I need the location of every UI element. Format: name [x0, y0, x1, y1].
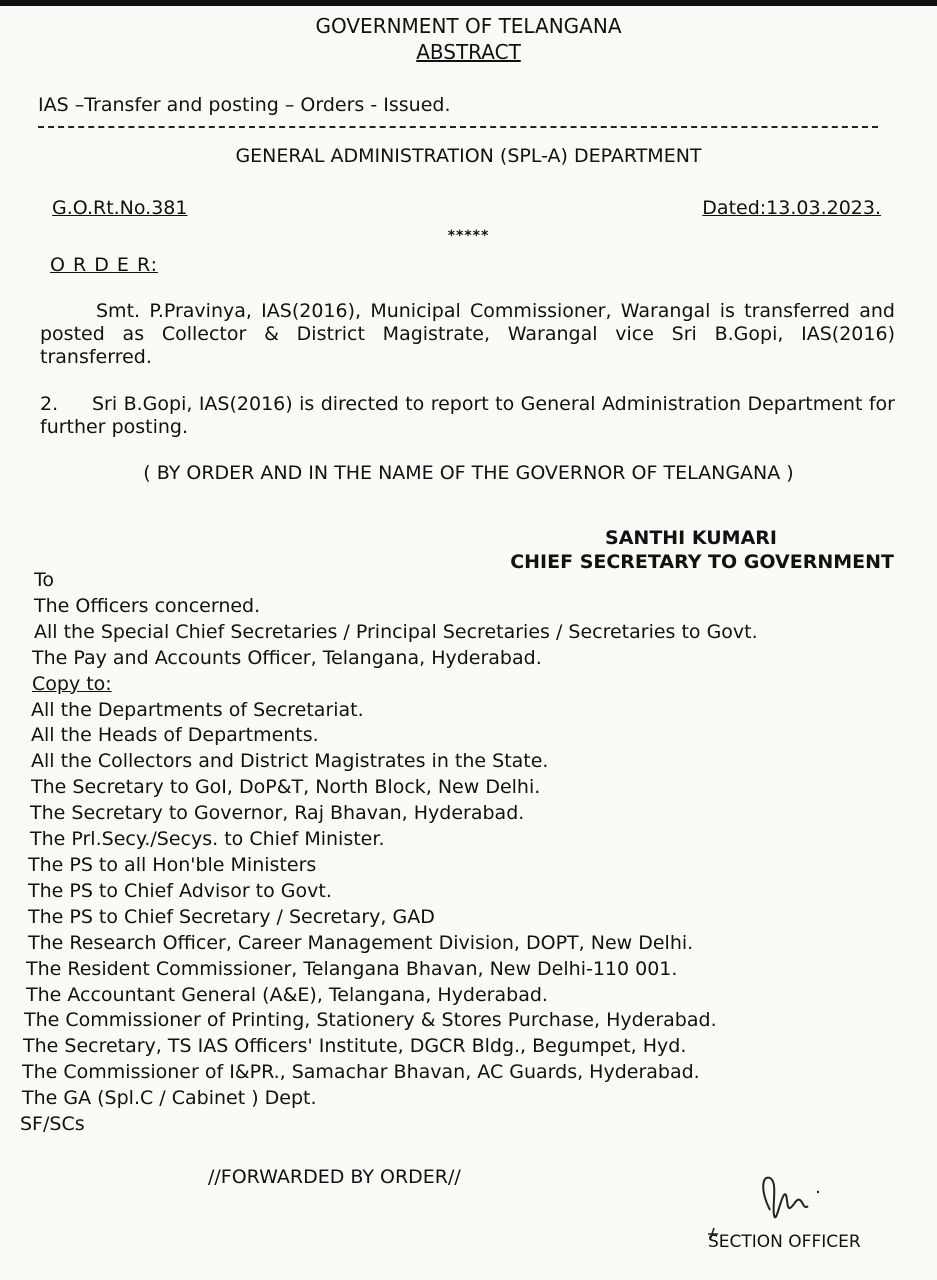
abstract-label: ABSTRACT [416, 40, 521, 64]
list-item: The GA (Spl.C / Cabinet ) Dept. [22, 1087, 317, 1110]
government-title: GOVERNMENT OF TELANGANA [315, 14, 622, 38]
department-title: GENERAL ADMINISTRATION (SPL-A) DEPARTMENT [235, 145, 702, 167]
list-item: All the Collectors and District Magistrates in the State. [31, 750, 549, 773]
copy-to-label [20, 672, 900, 698]
recipients-list [20, 568, 900, 1138]
list-item: The Accountant General (A&E), Telangana, Hyderabad. [26, 983, 548, 1006]
list-item: The Research Officer, Career Management Division, DOPT, New Delhi. [28, 931, 694, 954]
dashed-divider [38, 126, 878, 128]
forwarded-by-order: //FORWARDED BY ORDER// [208, 1166, 461, 1188]
list-item: The Resident Commissioner, Telangana Bhavan, New Delhi-110 001. [26, 957, 678, 980]
go-number: G.O.Rt.No.381 [52, 197, 188, 219]
list-item: The Commissioner of Printing, Stationery & Stores Purchase, Hyderabad. [24, 1009, 717, 1032]
list-item: The PS to all Hon'ble Ministers [28, 853, 317, 876]
to-label: To [34, 569, 55, 591]
list-item: All the Special Chief Secretaries / Principal Secretaries / Secretaries to Govt. [34, 620, 758, 643]
list-item: The Prl.Secy./Secys. to Chief Minister. [30, 828, 385, 851]
order-date: Dated:13.03.2023. [702, 197, 881, 219]
list-item: The Secretary to Governor, Raj Bhavan, Hyderabad. [30, 802, 525, 825]
order-paragraph-1: Smt. P.Pravinya, IAS(2016), Municipal Commissioner, Warangal is transferred and posted as Collector & District Magistrate, Warangal vice Sri B.Gopi, IAS(2016) transferred. [40, 300, 895, 368]
stars-separator: ***** [447, 228, 490, 244]
by-order-line: ( BY ORDER AND IN THE NAME OF THE GOVERNOR OF TELANGANA ) [143, 462, 794, 484]
list-item: All the Heads of Departments. [31, 724, 319, 747]
list-item: The Secretary to GoI, DoP&T, North Block, New Delhi. [31, 776, 541, 799]
list-item: The Officers concerned. [34, 594, 261, 617]
list-item: All the Departments of Secretariat. [31, 698, 364, 721]
subject-line: IAS –Transfer and posting – Orders - Issued. [38, 94, 451, 116]
list-item: The PS to Chief Secretary / Secretary, GAD [28, 905, 435, 928]
copy-to-text: Copy to: [32, 672, 112, 695]
list-item: The PS to Chief Advisor to Govt. [28, 879, 332, 902]
list-item: The Secretary, TS IAS Officers' Institute, DGCR Bldg., Begumpet, Hyd. [23, 1035, 687, 1058]
list-item: The Commissioner of I&PR., Samachar Bhavan, AC Guards, Hyderabad. [22, 1061, 700, 1084]
signatory-name: SANTHI KUMARI [605, 527, 777, 549]
top-border [0, 0, 937, 6]
order-paragraph-2 [40, 393, 895, 439]
list-item: The Pay and Accounts Officer, Telangana, Hyderabad. [32, 646, 542, 669]
paragraph-2-number: 2. [40, 393, 59, 415]
paragraph-2-text: Sri B.Gopi, IAS(2016) is directed to report to General Administration Department for further posting. [40, 393, 895, 438]
section-officer-label: SECTION OFFICER [708, 1232, 861, 1252]
order-heading: O R D E R: [50, 254, 158, 276]
abstract-heading [0, 40, 937, 64]
signatory-title: CHIEF SECRETARY TO GOVERNMENT [510, 551, 894, 573]
list-item: SF/SCs [20, 1113, 85, 1136]
